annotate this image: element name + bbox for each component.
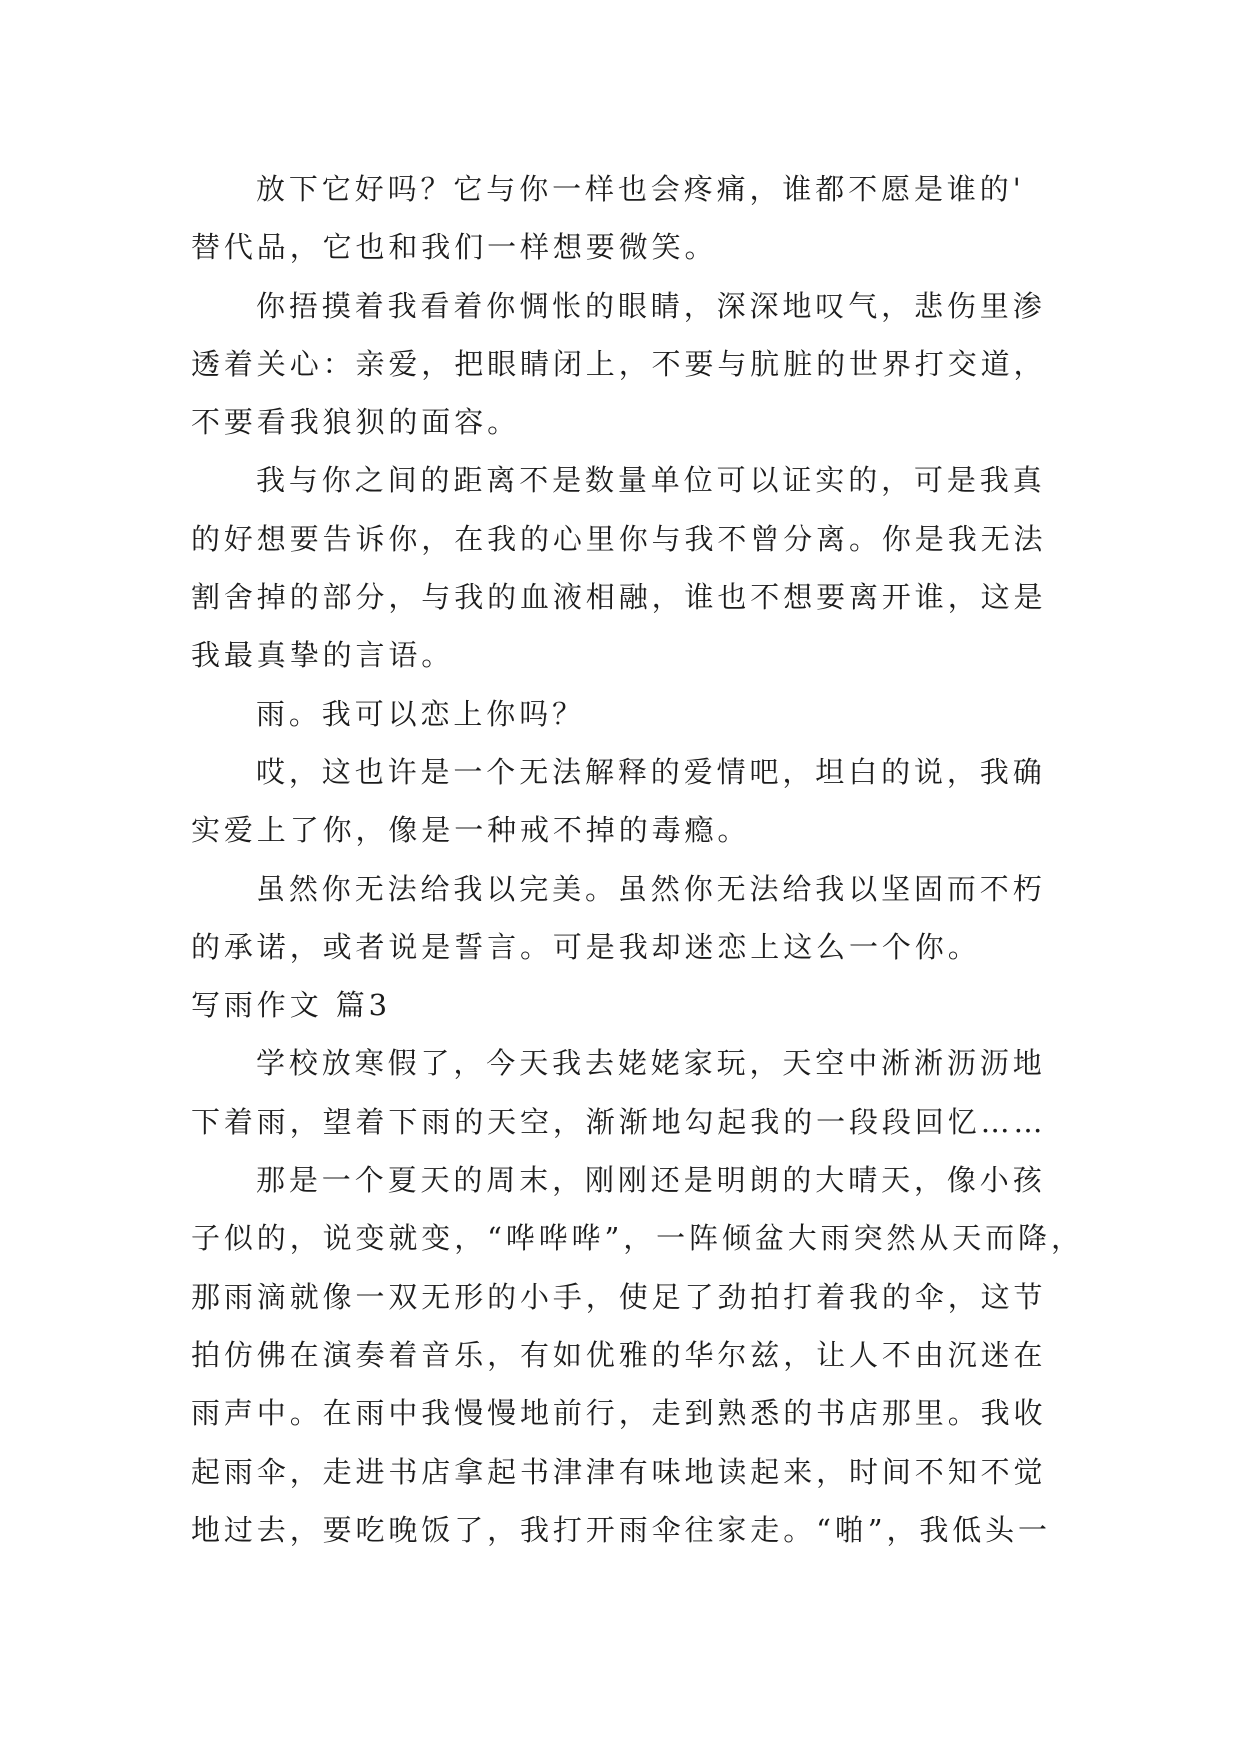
text-line: 我最真挚的言语。 xyxy=(191,638,455,673)
document-body xyxy=(191,160,1084,1559)
text-line: 透着关心：亲爱，把眼睛闭上，不要与肮脏的世界打交道， xyxy=(191,346,1047,381)
text-line: 地过去，要吃晚饭了，我打开雨伞往家走。“啪”，我低头一 xyxy=(191,1512,1051,1547)
text-line: 起雨伞，走进书店拿起书津津有味地读起来，时间不知不觉 xyxy=(191,1454,1047,1489)
text-line: 雨声中。在雨中我慢慢地前行，走到熟悉的书店那里。我收 xyxy=(191,1396,1047,1431)
text-line: 割舍掉的部分，与我的血液相融，谁也不想要离开谁，这是 xyxy=(191,580,1047,615)
text-line: 学校放寒假了，今天我去姥姥家玩，天空中淅淅沥沥地 xyxy=(256,1046,1046,1081)
text-line: 不要看我狼狈的面容。 xyxy=(191,405,521,440)
text-line: 那是一个夏天的周末，刚刚还是明朗的大晴天，像小孩 xyxy=(256,1163,1046,1198)
text-line: 的好想要告诉你，在我的心里你与我不曾分离。你是我无法 xyxy=(191,521,1047,556)
text-line: 虽然你无法给我以完美。虽然你无法给我以坚固而不朽 xyxy=(256,871,1046,906)
text-line: 那雨滴就像一双无形的小手，使足了劲拍打着我的伞，这节 xyxy=(191,1279,1047,1314)
text-line: 写雨作文 篇3 xyxy=(191,988,391,1023)
text-line: 哎，这也许是一个无法解释的爱情吧，坦白的说，我确 xyxy=(256,754,1046,789)
text-line: 替代品，它也和我们一样想要微笑。 xyxy=(191,230,718,265)
text-line: 雨。我可以恋上你吗？ xyxy=(256,696,586,731)
text-line: 拍仿佛在演奏着音乐，有如优雅的华尔兹，让人不由沉迷在 xyxy=(191,1337,1047,1372)
text-line: 你捂摸着我看着你惆怅的眼睛，深深地叹气，悲伤里渗 xyxy=(256,288,1046,323)
text-line: 我与你之间的距离不是数量单位可以证实的，可是我真 xyxy=(256,463,1046,498)
text-line: 子似的，说变就变，“哗哗哗”，一阵倾盆大雨突然从天而降， xyxy=(191,1221,1084,1256)
text-line: 的承诺，或者说是誓言。可是我却迷恋上这么一个你。 xyxy=(191,929,981,964)
text-line: 实爱上了你，像是一种戒不掉的毒瘾。 xyxy=(191,813,751,848)
text-line: 放下它好吗？它与你一样也会疼痛，谁都不愿是谁的' xyxy=(256,172,1025,206)
text-line: 下着雨，望着下雨的天空，渐渐地勾起我的一段段回忆…… xyxy=(191,1104,1047,1139)
